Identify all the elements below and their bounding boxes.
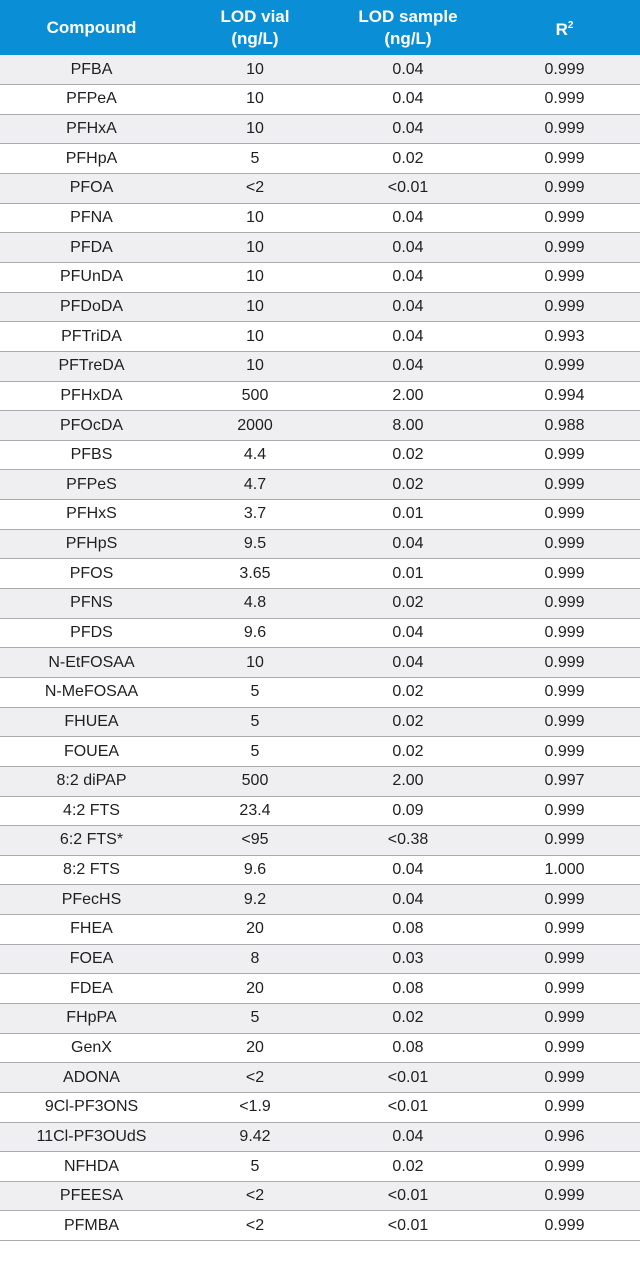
lod-vial-cell: 10 bbox=[183, 85, 327, 115]
compound-cell: PFOS bbox=[0, 559, 183, 589]
compound-cell: PFBA bbox=[0, 55, 183, 85]
lod-sample-cell: 0.04 bbox=[327, 529, 489, 559]
lod-vial-cell: 5 bbox=[183, 1004, 327, 1034]
r2-cell: 0.999 bbox=[489, 1211, 640, 1241]
table-row bbox=[0, 144, 640, 174]
compound-cell: N-MeFOSAA bbox=[0, 677, 183, 707]
table-header bbox=[0, 0, 640, 55]
r2-cell: 0.988 bbox=[489, 411, 640, 441]
compound-cell: ADONA bbox=[0, 1063, 183, 1093]
lod-vial-cell: 10 bbox=[183, 351, 327, 381]
table-row bbox=[0, 292, 640, 322]
table-row bbox=[0, 766, 640, 796]
table-row bbox=[0, 1152, 640, 1182]
lod-sample-cell: 0.04 bbox=[327, 351, 489, 381]
lod-sample-cell: 0.04 bbox=[327, 855, 489, 885]
table-row bbox=[0, 262, 640, 292]
lod-vial-cell: 8 bbox=[183, 944, 327, 974]
lod-vial-cell: 4.4 bbox=[183, 440, 327, 470]
lod-vial-cell: 2000 bbox=[183, 411, 327, 441]
r2-cell: 0.999 bbox=[489, 1004, 640, 1034]
r2-cell: 0.999 bbox=[489, 1063, 640, 1093]
lod-vial-cell: <95 bbox=[183, 826, 327, 856]
table-row bbox=[0, 855, 640, 885]
r2-cell: 0.999 bbox=[489, 737, 640, 767]
compound-cell: 8:2 FTS bbox=[0, 855, 183, 885]
lod-sample-cell: 2.00 bbox=[327, 381, 489, 411]
table-row bbox=[0, 55, 640, 85]
lod-sample-cell: 0.08 bbox=[327, 915, 489, 945]
header-r2 bbox=[489, 0, 640, 55]
lod-vial-cell: <2 bbox=[183, 1063, 327, 1093]
table-row bbox=[0, 381, 640, 411]
table-row bbox=[0, 203, 640, 233]
header-compound: Compound bbox=[46, 17, 137, 37]
lod-sample-cell: 0.04 bbox=[327, 262, 489, 292]
compound-cell: PFEESA bbox=[0, 1181, 183, 1211]
table-row bbox=[0, 1181, 640, 1211]
lod-vial-cell: 5 bbox=[183, 677, 327, 707]
compound-cell: NFHDA bbox=[0, 1152, 183, 1182]
table-row bbox=[0, 1033, 640, 1063]
r2-cell: 0.999 bbox=[489, 144, 640, 174]
header-lod-sample-line2: (ng/L) bbox=[384, 28, 432, 48]
header-row bbox=[0, 0, 640, 55]
table-row bbox=[0, 174, 640, 204]
r2-cell: 0.996 bbox=[489, 1122, 640, 1152]
lod-sample-cell: 0.04 bbox=[327, 114, 489, 144]
compound-cell: PFOcDA bbox=[0, 411, 183, 441]
table-row bbox=[0, 826, 640, 856]
lod-sample-cell: 0.04 bbox=[327, 885, 489, 915]
lod-sample-cell: <0.01 bbox=[327, 1181, 489, 1211]
table-row bbox=[0, 707, 640, 737]
r2-cell: 0.999 bbox=[489, 1181, 640, 1211]
lod-sample-cell: 0.02 bbox=[327, 589, 489, 619]
compound-cell: PFUnDA bbox=[0, 262, 183, 292]
lod-sample-cell: 0.02 bbox=[327, 707, 489, 737]
lod-vial-cell: 5 bbox=[183, 1152, 327, 1182]
compound-cell: PFOA bbox=[0, 174, 183, 204]
compound-cell: FDEA bbox=[0, 974, 183, 1004]
compound-cell: PFTreDA bbox=[0, 351, 183, 381]
compound-cell: 6:2 FTS* bbox=[0, 826, 183, 856]
lod-sample-cell: <0.01 bbox=[327, 1211, 489, 1241]
compound-cell: GenX bbox=[0, 1033, 183, 1063]
table-row bbox=[0, 618, 640, 648]
r2-cell: 0.999 bbox=[489, 174, 640, 204]
lod-sample-cell: 2.00 bbox=[327, 766, 489, 796]
table-row bbox=[0, 915, 640, 945]
compound-cell: FHpPA bbox=[0, 1004, 183, 1034]
r2-cell: 0.999 bbox=[489, 826, 640, 856]
compound-cell: N-EtFOSAA bbox=[0, 648, 183, 678]
compound-cell: FOEA bbox=[0, 944, 183, 974]
compound-cell: PFDS bbox=[0, 618, 183, 648]
header-lod-sample bbox=[327, 0, 489, 55]
lod-vial-cell: 20 bbox=[183, 974, 327, 1004]
lod-vial-cell: 3.65 bbox=[183, 559, 327, 589]
lod-vial-cell: 23.4 bbox=[183, 796, 327, 826]
lod-vial-cell: <2 bbox=[183, 1211, 327, 1241]
table-row bbox=[0, 322, 640, 352]
lod-vial-cell: 10 bbox=[183, 203, 327, 233]
compound-cell: PFTriDA bbox=[0, 322, 183, 352]
lod-sample-cell: 0.08 bbox=[327, 974, 489, 1004]
lod-sample-cell: 0.02 bbox=[327, 1004, 489, 1034]
lod-vial-cell: 4.8 bbox=[183, 589, 327, 619]
header-lod-sample-line1: LOD sample bbox=[358, 6, 458, 26]
lod-sample-cell: 0.04 bbox=[327, 203, 489, 233]
compound-cell: FOUEA bbox=[0, 737, 183, 767]
table-row bbox=[0, 677, 640, 707]
table-row bbox=[0, 1211, 640, 1241]
lod-sample-cell: 0.01 bbox=[327, 500, 489, 530]
lod-vial-cell: <1.9 bbox=[183, 1092, 327, 1122]
r2-cell: 0.999 bbox=[489, 114, 640, 144]
r2-cell: 0.999 bbox=[489, 974, 640, 1004]
table-body bbox=[0, 55, 640, 1241]
r2-cell: 0.999 bbox=[489, 55, 640, 85]
compound-cell: PFHpA bbox=[0, 144, 183, 174]
compound-cell: PFDA bbox=[0, 233, 183, 263]
lod-sample-cell: 0.04 bbox=[327, 85, 489, 115]
table-row bbox=[0, 737, 640, 767]
compound-cell: 4:2 FTS bbox=[0, 796, 183, 826]
r2-cell: 0.999 bbox=[489, 500, 640, 530]
compound-cell: FHEA bbox=[0, 915, 183, 945]
header-lod-vial bbox=[183, 0, 327, 55]
r2-cell: 0.997 bbox=[489, 766, 640, 796]
table-row bbox=[0, 411, 640, 441]
compound-cell: PFMBA bbox=[0, 1211, 183, 1241]
lod-sample-cell: 0.04 bbox=[327, 233, 489, 263]
compound-cell: PFHpS bbox=[0, 529, 183, 559]
r2-cell: 0.999 bbox=[489, 1092, 640, 1122]
lod-sample-cell: 0.02 bbox=[327, 440, 489, 470]
lod-vial-cell: 10 bbox=[183, 322, 327, 352]
lod-sample-cell: 0.09 bbox=[327, 796, 489, 826]
lod-sample-cell: 0.08 bbox=[327, 1033, 489, 1063]
lod-sample-cell: 0.04 bbox=[327, 618, 489, 648]
table-row bbox=[0, 85, 640, 115]
lod-sample-cell: 0.04 bbox=[327, 292, 489, 322]
lod-vial-cell: 9.2 bbox=[183, 885, 327, 915]
lod-vial-cell: <2 bbox=[183, 1181, 327, 1211]
lod-vial-cell: 10 bbox=[183, 292, 327, 322]
r2-cell: 0.999 bbox=[489, 233, 640, 263]
compound-cell: PFHxS bbox=[0, 500, 183, 530]
table-row bbox=[0, 885, 640, 915]
table-row bbox=[0, 1004, 640, 1034]
header-r2-label: R bbox=[555, 19, 568, 39]
r2-cell: 0.999 bbox=[489, 796, 640, 826]
lod-vial-cell: 500 bbox=[183, 381, 327, 411]
compound-cell: 9Cl-PF3ONS bbox=[0, 1092, 183, 1122]
compound-cell: PFPeA bbox=[0, 85, 183, 115]
compound-cell: 11Cl-PF3OUdS bbox=[0, 1122, 183, 1152]
table-row bbox=[0, 974, 640, 1004]
lod-vial-cell: 5 bbox=[183, 737, 327, 767]
table-row bbox=[0, 500, 640, 530]
lod-sample-cell: <0.01 bbox=[327, 174, 489, 204]
table-row bbox=[0, 1092, 640, 1122]
compound-cell: PFNA bbox=[0, 203, 183, 233]
table-row bbox=[0, 351, 640, 381]
compound-cell: PFHxDA bbox=[0, 381, 183, 411]
header-lod-vial-line2: (ng/L) bbox=[231, 28, 279, 48]
lod-vial-cell: 4.7 bbox=[183, 470, 327, 500]
lod-vial-cell: 10 bbox=[183, 55, 327, 85]
r2-cell: 0.999 bbox=[489, 1033, 640, 1063]
compound-cell: FHUEA bbox=[0, 707, 183, 737]
r2-cell: 0.994 bbox=[489, 381, 640, 411]
r2-cell: 0.999 bbox=[489, 351, 640, 381]
lod-vial-cell: <2 bbox=[183, 174, 327, 204]
compound-cell: PFNS bbox=[0, 589, 183, 619]
r2-cell: 0.999 bbox=[489, 1152, 640, 1182]
compound-cell: PFHxA bbox=[0, 114, 183, 144]
table-row bbox=[0, 648, 640, 678]
lod-sample-cell: <0.01 bbox=[327, 1092, 489, 1122]
lod-sample-cell: 0.02 bbox=[327, 677, 489, 707]
lod-sample-cell: 8.00 bbox=[327, 411, 489, 441]
lod-sample-cell: 0.02 bbox=[327, 470, 489, 500]
lod-vial-cell: 10 bbox=[183, 262, 327, 292]
r2-cell: 0.999 bbox=[489, 559, 640, 589]
table-row bbox=[0, 1122, 640, 1152]
lod-vial-cell: 9.5 bbox=[183, 529, 327, 559]
compound-cell: PFecHS bbox=[0, 885, 183, 915]
r2-cell: 0.999 bbox=[489, 85, 640, 115]
r2-cell: 1.000 bbox=[489, 855, 640, 885]
compound-cell: PFDoDA bbox=[0, 292, 183, 322]
lod-sample-cell: 0.04 bbox=[327, 322, 489, 352]
lod-vial-cell: 9.6 bbox=[183, 855, 327, 885]
r2-cell: 0.999 bbox=[489, 203, 640, 233]
r2-cell: 0.999 bbox=[489, 677, 640, 707]
compound-cell: PFPeS bbox=[0, 470, 183, 500]
table-row bbox=[0, 233, 640, 263]
r2-cell: 0.999 bbox=[489, 707, 640, 737]
lod-sample-cell: 0.02 bbox=[327, 1152, 489, 1182]
compound-cell: PFBS bbox=[0, 440, 183, 470]
r2-cell: 0.999 bbox=[489, 440, 640, 470]
table-row bbox=[0, 1063, 640, 1093]
table-row bbox=[0, 559, 640, 589]
lod-sample-cell: <0.38 bbox=[327, 826, 489, 856]
table-row bbox=[0, 470, 640, 500]
r2-cell: 0.999 bbox=[489, 292, 640, 322]
r2-cell: 0.999 bbox=[489, 470, 640, 500]
r2-cell: 0.993 bbox=[489, 322, 640, 352]
lod-vial-cell: 9.42 bbox=[183, 1122, 327, 1152]
lod-sample-cell: 0.02 bbox=[327, 737, 489, 767]
table-row bbox=[0, 440, 640, 470]
lod-vial-cell: 20 bbox=[183, 915, 327, 945]
r2-cell: 0.999 bbox=[489, 915, 640, 945]
r2-cell: 0.999 bbox=[489, 618, 640, 648]
header-lod-vial-line1: LOD vial bbox=[220, 6, 290, 26]
lod-vial-cell: 5 bbox=[183, 144, 327, 174]
r2-cell: 0.999 bbox=[489, 648, 640, 678]
r2-cell: 0.999 bbox=[489, 885, 640, 915]
table-row bbox=[0, 589, 640, 619]
lod-sample-cell: 0.03 bbox=[327, 944, 489, 974]
r2-cell: 0.999 bbox=[489, 262, 640, 292]
r2-cell: 0.999 bbox=[489, 589, 640, 619]
lod-vial-cell: 3.7 bbox=[183, 500, 327, 530]
r2-cell: 0.999 bbox=[489, 529, 640, 559]
lod-vial-cell: 10 bbox=[183, 114, 327, 144]
lod-vial-cell: 10 bbox=[183, 233, 327, 263]
lod-sample-cell: <0.01 bbox=[327, 1063, 489, 1093]
lod-sample-cell: 0.04 bbox=[327, 55, 489, 85]
lod-vial-cell: 20 bbox=[183, 1033, 327, 1063]
table-row bbox=[0, 796, 640, 826]
table-row bbox=[0, 529, 640, 559]
lod-vial-cell: 10 bbox=[183, 648, 327, 678]
lod-vial-cell: 5 bbox=[183, 707, 327, 737]
compound-cell: 8:2 diPAP bbox=[0, 766, 183, 796]
table-row bbox=[0, 114, 640, 144]
lod-sample-cell: 0.04 bbox=[327, 1122, 489, 1152]
lod-sample-cell: 0.04 bbox=[327, 648, 489, 678]
r2-cell: 0.999 bbox=[489, 944, 640, 974]
lod-sample-cell: 0.02 bbox=[327, 144, 489, 174]
header-r2-superscript: 2 bbox=[567, 19, 574, 31]
table-row bbox=[0, 944, 640, 974]
lod-vial-cell: 500 bbox=[183, 766, 327, 796]
lod-sample-cell: 0.01 bbox=[327, 559, 489, 589]
lod-vial-cell: 9.6 bbox=[183, 618, 327, 648]
